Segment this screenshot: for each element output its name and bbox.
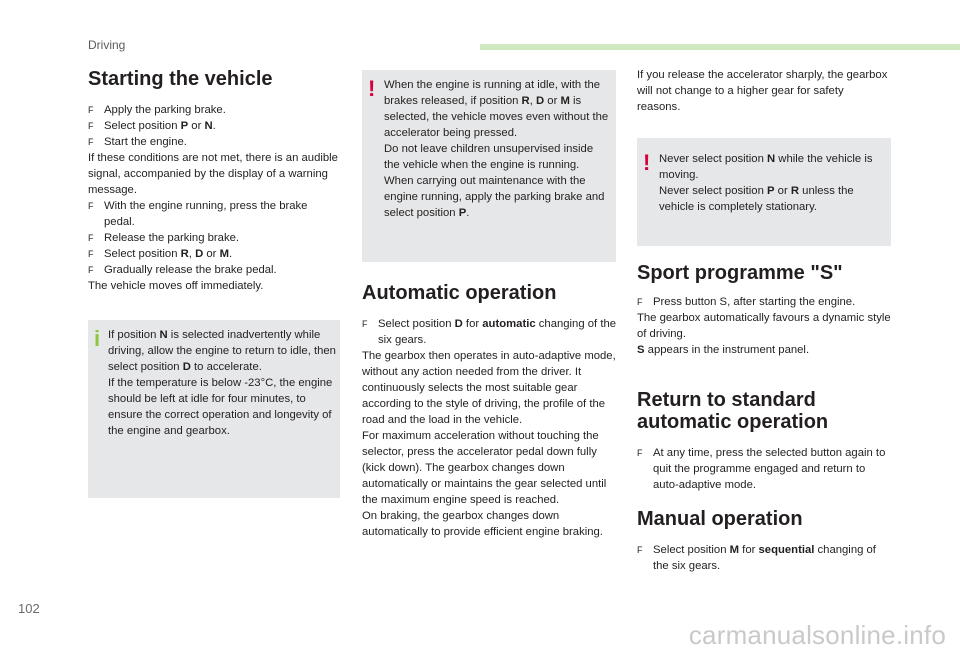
heading-return-line-1: Return to standard — [637, 389, 816, 411]
bullet-icon: F — [88, 201, 94, 211]
paragraph-kick-down: For maximum acceleration without touching the selector, press the accelerator pedal down fully (kick down). The gearbox changes down automatically or maintains the gear selected until the maximum engine speed is reached. — [362, 430, 607, 506]
info-box — [88, 320, 340, 498]
return-section — [637, 389, 893, 493]
warning-box-idle-text — [384, 77, 610, 221]
warning-box-idle — [362, 70, 616, 262]
section-header: Driving — [88, 38, 126, 52]
manual-section — [637, 508, 893, 574]
step-item: F Apply the parking brake. — [88, 104, 226, 116]
bullet-icon: F — [88, 121, 94, 131]
warning-icon: ! — [643, 150, 651, 175]
heading-sport-programme: Sport programme "S" — [637, 262, 843, 284]
bullet-icon: F — [637, 448, 643, 458]
warning-icon: ! — [368, 76, 376, 101]
watermark: carmanualsonline.info — [688, 620, 946, 650]
column-1 — [88, 68, 340, 294]
bullet-icon: F — [637, 297, 643, 307]
sport-step: F Press button S, after starting the engine. — [637, 296, 856, 308]
heading-manual-operation: Manual operation — [637, 508, 803, 530]
paragraph-auto-adaptive: The gearbox then operates in auto-adaptive mode, without any action needed from the driver. It continuously selects the most suitable gear according to the style of driving, the profile of the road and the load in the vehicle. — [362, 350, 616, 426]
section-header-bar — [480, 44, 960, 50]
heading-return-line-2: automatic operation — [637, 411, 829, 433]
bullet-icon: F — [88, 105, 94, 115]
sport-section — [637, 262, 893, 358]
box-paragraph: If the temperature is below -23°C, the engine should be left at idle for four minutes, to ensure the correct operation and longevity of the engine and gearbox. — [108, 377, 333, 437]
warning-box-never-select-text — [659, 151, 885, 215]
box-paragraph: When carrying out maintenance with the engine running, apply the parking brake and select position P. — [384, 175, 605, 219]
heading-return-standard — [637, 389, 893, 433]
heading-automatic-operation: Automatic operation — [362, 282, 557, 304]
box-paragraph: If position N is selected inadvertently while driving, allow the engine to return to idle, then select position D to accelerate. — [108, 329, 336, 373]
box-paragraph: Do not leave children unsupervised inside the vehicle when the engine is running. — [384, 143, 594, 171]
steps-list-a — [88, 102, 340, 150]
bullet-icon: F — [88, 137, 94, 147]
paragraph-braking: On braking, the gearbox changes down automatically to provide efficient engine braking. — [362, 510, 603, 538]
step-item: F Select position R, D or M. — [88, 248, 233, 260]
info-box-text — [108, 327, 336, 439]
manual-step: F Select position M for sequential changing of the six gears. — [637, 544, 876, 572]
paragraph-sport-dynamic: The gearbox automatically favours a dynamic style of driving. — [637, 312, 891, 340]
box-paragraph: When the engine is running at idle, with the brakes released, if position R, D or M is selected, the vehicle moves even without the accelerator being pressed. — [384, 79, 609, 139]
step-item: F Select position P or N. — [88, 120, 216, 132]
steps-list-b — [88, 198, 340, 278]
column-2 — [362, 282, 618, 540]
bullet-icon: F — [362, 319, 368, 329]
warning-box-never-select — [637, 138, 891, 246]
box-paragraph: Never select position N while the vehicle is moving. — [659, 153, 873, 181]
paragraph-moves-off: The vehicle moves off immediately. — [88, 280, 264, 292]
info-icon: i — [94, 326, 101, 351]
step-item: F Gradually release the brake pedal. — [88, 264, 277, 276]
heading-starting-vehicle: Starting the vehicle — [88, 68, 273, 90]
bullet-icon: F — [88, 249, 94, 259]
step-item: F Release the parking brake. — [88, 232, 240, 244]
bullet-icon: F — [88, 265, 94, 275]
page-number: 102 — [18, 601, 40, 616]
box-paragraph: Never select position P or R unless the vehicle is completely stationary. — [659, 185, 854, 213]
step-item: F With the engine running, press the brake pedal. — [88, 200, 308, 228]
return-step: F At any time, press the selected button again to quit the programme engaged and return to auto-adaptive mode. — [637, 447, 886, 491]
bullet-icon: F — [637, 545, 643, 555]
bullet-icon: F — [88, 233, 94, 243]
step-item: F Start the engine. — [88, 136, 187, 148]
automatic-step: F Select position D for automatic changing of the six gears. — [362, 318, 617, 346]
paragraph-release-accelerator: If you release the accelerator sharply, the gearbox will not change to a higher gear for safety reasons. — [637, 69, 888, 113]
paragraph-conditions: If these conditions are not met, there is an audible signal, accompanied by the display of a warning message. — [88, 152, 338, 196]
paragraph-sport-indicator: S appears in the instrument panel. — [637, 344, 810, 356]
